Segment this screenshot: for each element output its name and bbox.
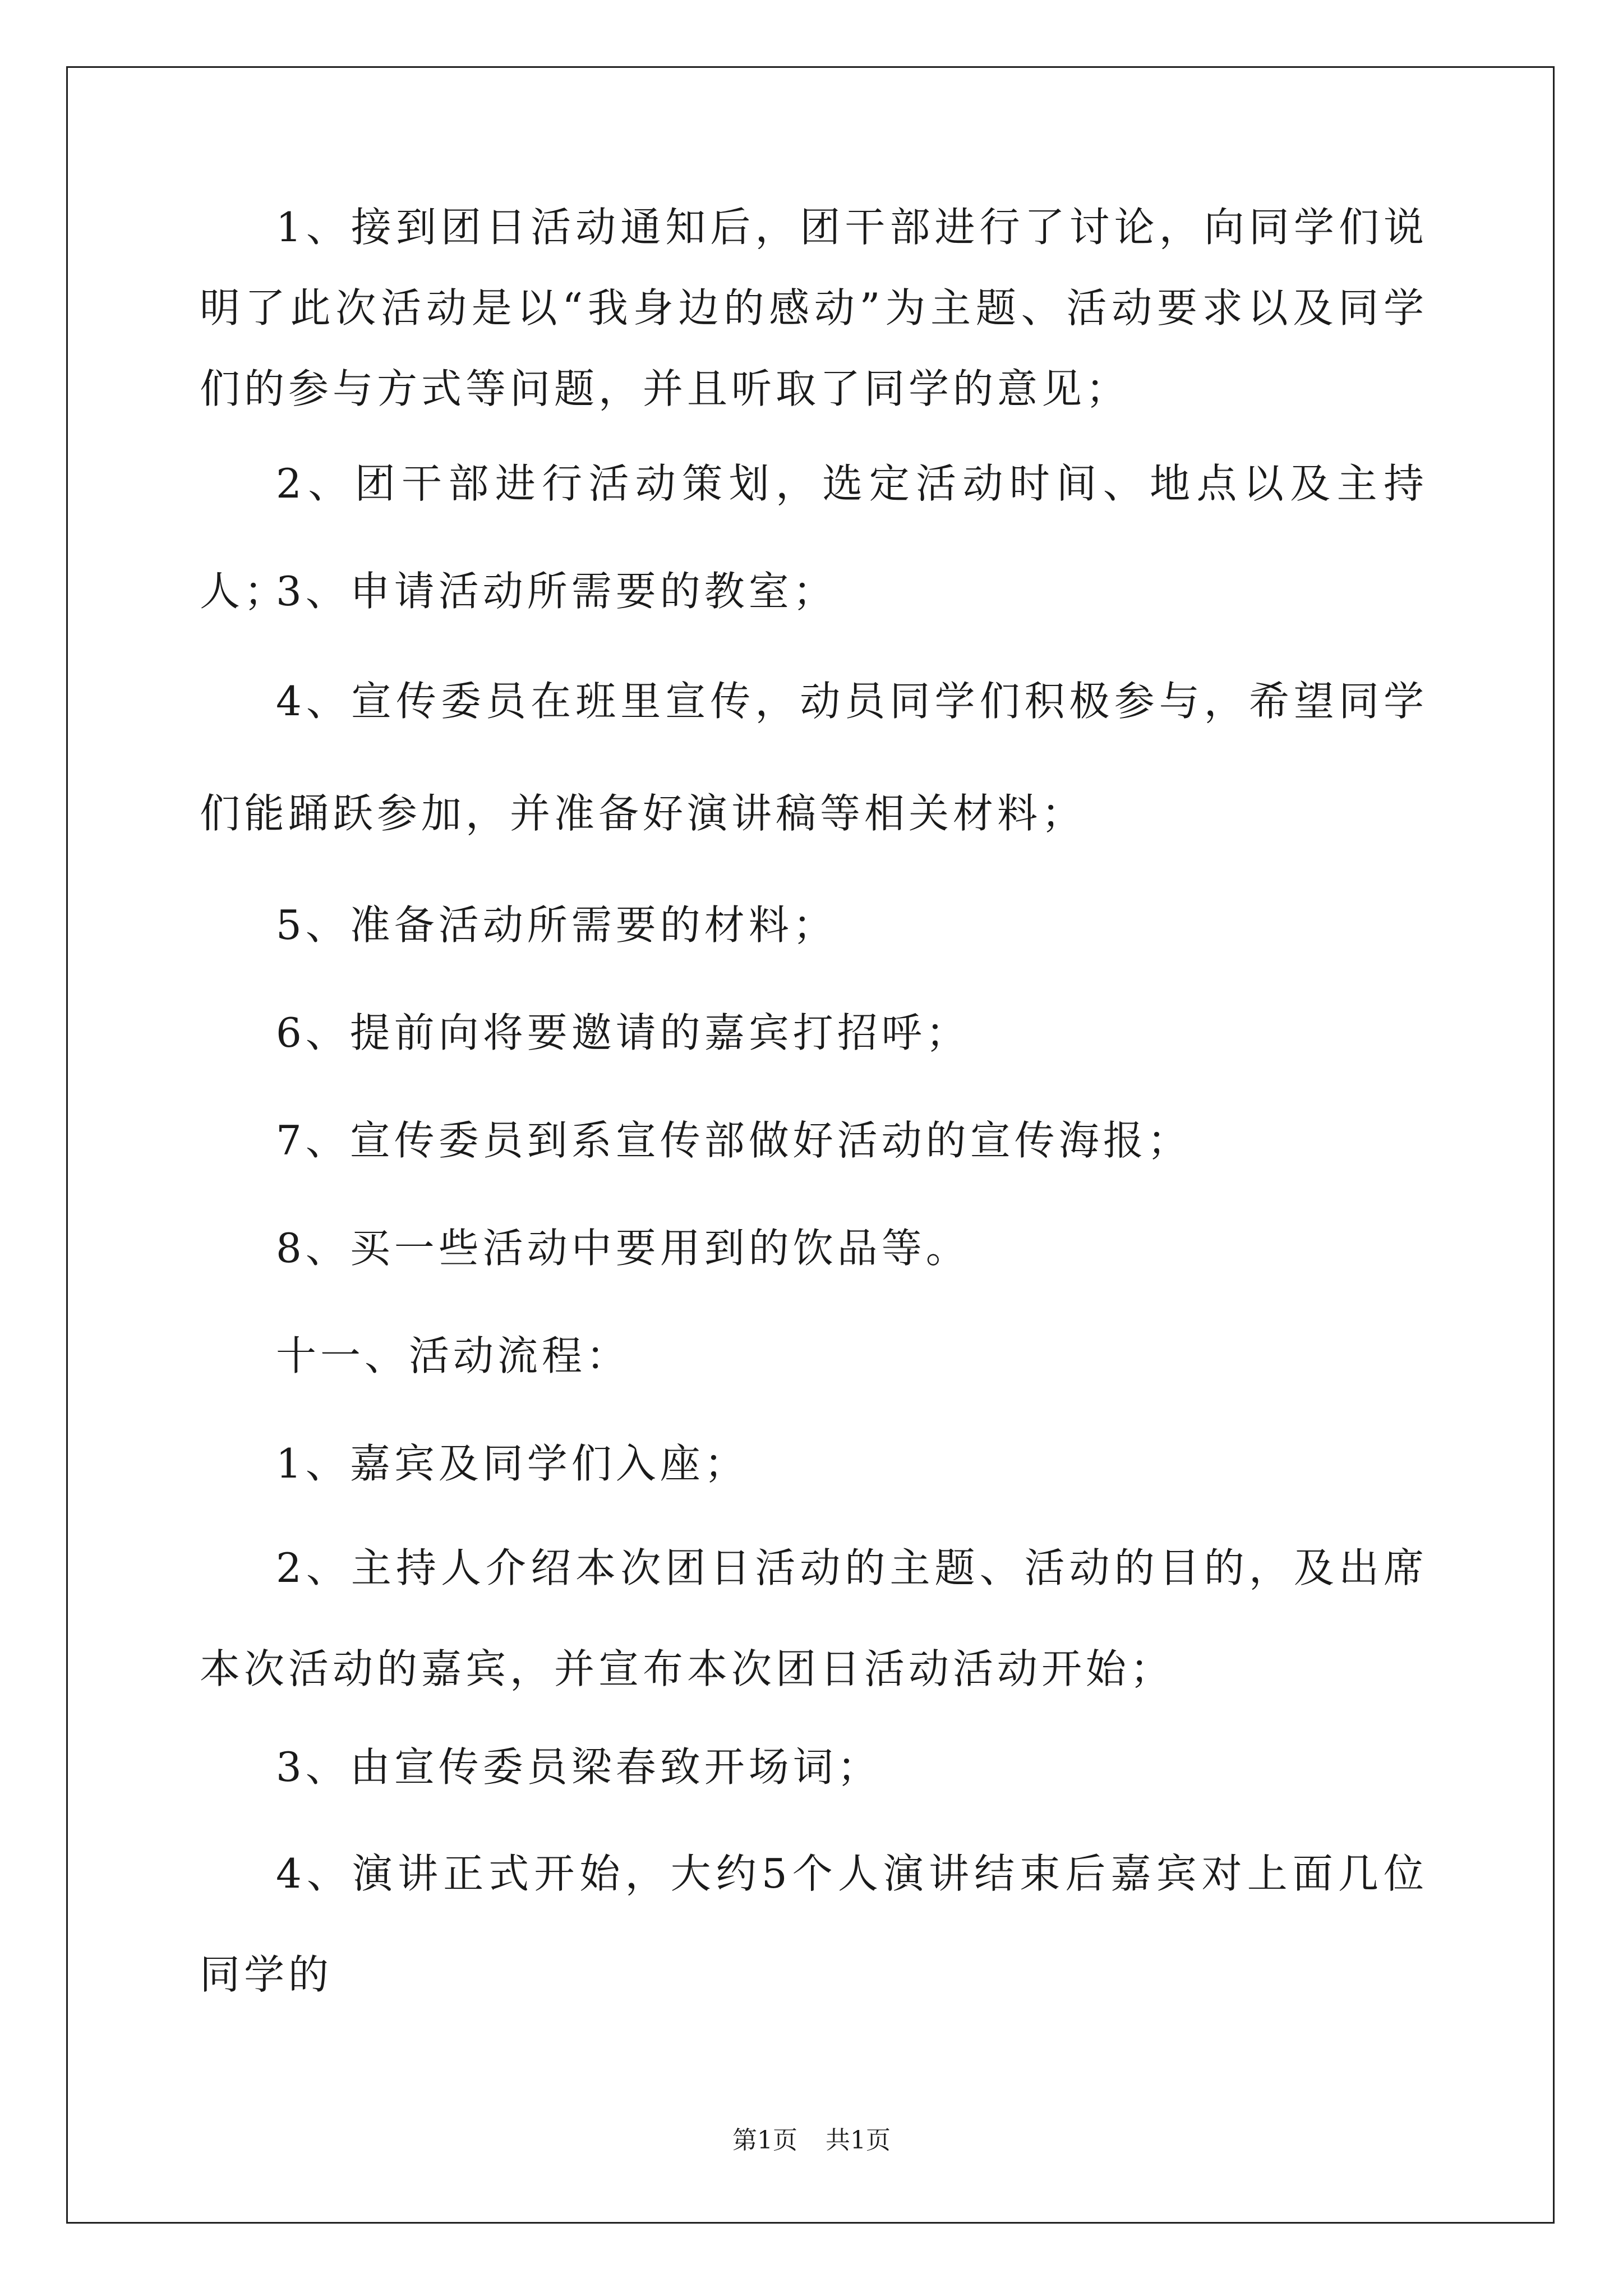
- paragraph-prep-4: 4、宣传委员在班里宣传，动员同学们积极参与，希望同学们能踊跃参加，并准备好演讲稿等相关材料；: [200, 678, 1428, 837]
- paragraph-prep-1: 1、接到团日活动通知后，团干部进行了讨论，向同学们说明了此次活动是以“我身边的感动”为主题、活动要求以及同学们的参与方式等问题，并且听取了同学的意见；: [200, 204, 1428, 412]
- page-footer: [0, 2124, 1623, 2157]
- section-heading-activity-flow: 十一、活动流程：: [276, 1332, 631, 1379]
- paragraph-flow-3: 3、由宣传委员梁春致开场词；: [276, 1743, 882, 1791]
- paragraph-prep-2: 2、团干部进行活动策划，选定活动时间、地点以及主持人；: [200, 460, 1428, 615]
- paragraph-flow-2: 2、主持人介绍本次团日活动的主题、活动的目的，及出席本次活动的嘉宾，并宣布本次团日活动活动开始；: [200, 1544, 1428, 1692]
- paragraph-prep-6: 6、提前向将要邀请的嘉宾打招呼；: [276, 1009, 970, 1056]
- paragraph-flow-4: 4、演讲正式开始，大约5个人演讲结束后嘉宾对上面几位同学的: [200, 1850, 1428, 1998]
- page-number-total: 共1页: [826, 2126, 891, 2155]
- paragraph-prep-3: 3、申请活动所需要的教室；: [276, 568, 837, 615]
- paragraph-prep-8: 8、买一些活动中要用到的饮品等。: [276, 1225, 970, 1272]
- paragraph-prep-7: 7、宣传委员到系宣传部做好活动的宣传海报；: [276, 1117, 1192, 1164]
- page-number-current: 第1页: [732, 2126, 797, 2155]
- paragraph-prep-5: 5、准备活动所需要的材料；: [276, 901, 837, 949]
- paragraph-flow-1: 1、嘉宾及同学们入座；: [276, 1440, 749, 1487]
